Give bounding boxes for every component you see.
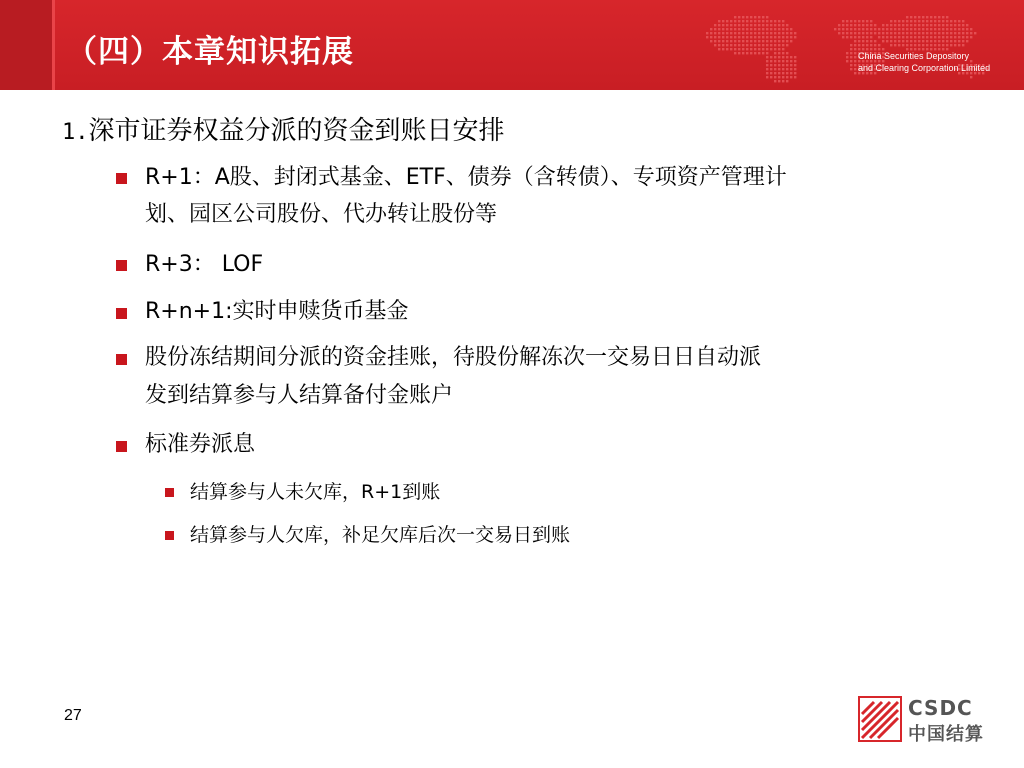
bullet-1-line-2: 划、园区公司股份、代办转让股份等 (145, 202, 498, 227)
bullet-square (116, 441, 127, 452)
company-name-line1: China Securities Depository (858, 51, 970, 61)
sub-bullet-square (165, 488, 174, 497)
bullet-square (116, 260, 127, 271)
section-heading-number: 1. (62, 120, 89, 145)
section-heading-text: 深市证券权益分派的资金到账日安排 (88, 116, 505, 146)
bullet-square (116, 173, 127, 184)
logo-text-cn: 中国结算 (908, 724, 984, 745)
bullet-4-line-2: 发到结算参与人结算备付金账户 (145, 383, 454, 408)
logo-text-en: CSDC (908, 696, 973, 720)
bullet-2-line-1: R+3： LOF (145, 252, 264, 277)
csdc-logo (858, 696, 998, 746)
csdc-logo-mark-icon (858, 696, 902, 742)
bullet-3-line-1: R+n+1:实时申赎货币基金 (145, 299, 409, 324)
bullet-1-line-1: R+1：A股、封闭式基金、ETF、债券（含转债）、专项资产管理计 (145, 165, 787, 190)
slide-title: （四）本章知识拓展 (66, 34, 354, 70)
section-heading (62, 110, 505, 147)
sub-bullet-1: 结算参与人未欠库，R+1到账 (190, 481, 441, 503)
bullet-5-line-1: 标准券派息 (145, 432, 256, 457)
bullet-4-line-1: 股份冻结期间分派的资金挂账，待股份解冻次一交易日日自动派 (145, 345, 762, 370)
sub-bullet-2: 结算参与人欠库，补足欠库后次一交易日到账 (190, 524, 571, 546)
bullet-square (116, 354, 127, 365)
sub-bullet-square (165, 531, 174, 540)
bullet-square (116, 308, 127, 319)
company-name-line2: and Clearing Corporation Limited (858, 63, 991, 73)
page-number: 27 (64, 707, 82, 724)
